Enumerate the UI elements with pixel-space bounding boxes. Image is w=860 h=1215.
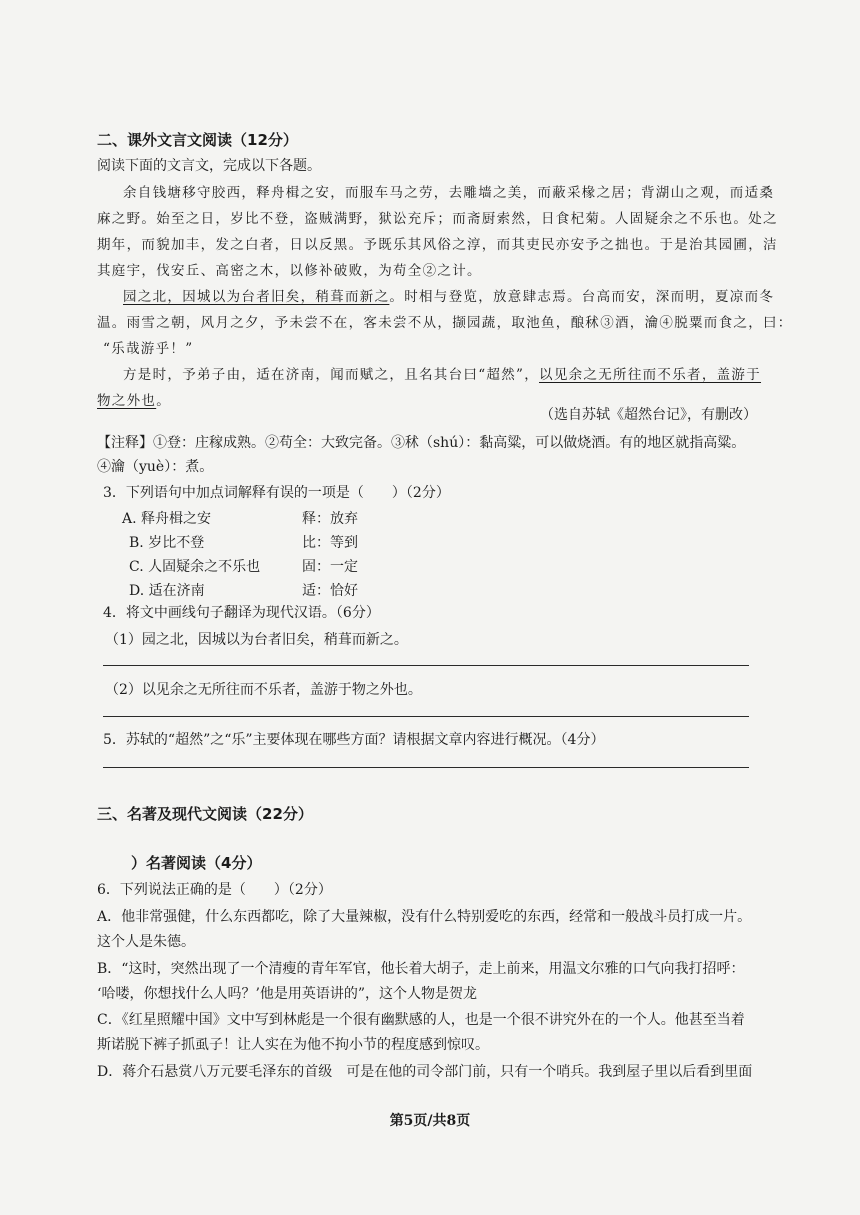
q3-option-c-gloss: 固：一定: [302, 559, 358, 575]
passage-p2-line1: [123, 287, 774, 307]
notes-line1: 【注释】①登：庄稼成熟。②苟全：大致完备。③秫（shú）：黏高粱，可以做烧酒。有的地区就指高粱。: [97, 435, 746, 451]
q3-option-d: D. 适在济南: [129, 583, 205, 599]
q6-option-d-line1: D．蒋介石悬赏八万元要毛泽东的首级 可是在他的司令部门前，只有一个哨兵。我到屋子里以后看到里面: [97, 1064, 753, 1080]
passage-p3-line1: [123, 365, 761, 385]
section2-instruction: 阅读下面的文言文，完成以下各题。: [97, 158, 321, 174]
q3-option-a-gloss: 释：放弃: [302, 511, 358, 527]
q4-sentence1: （1）园之北，因城以为台者旧矣，稍葺而新之。: [105, 632, 408, 648]
q6-option-c-line2: 斯诺脱下裤子抓虱子！让人实在为他不拘小节的程度感到惊叹。: [97, 1037, 489, 1053]
answer-line-q4-1: [103, 665, 749, 666]
q3-option-b: B. 岁比不登: [129, 535, 205, 551]
q3-option-a: A. 释舟楫之安: [122, 511, 212, 527]
section3-subsection: ）名著阅读（4分）: [131, 854, 262, 872]
underlined-sentence-1: 园之北，因城以为台者旧矣，稍葺而新之: [123, 289, 390, 305]
q3-stem: 3．下列语句中加点词解释有误的一项是（ ）（2分）: [103, 485, 450, 501]
q3-option-d-gloss: 适：恰好: [302, 583, 358, 599]
q3-option-b-gloss: 比：等到: [302, 535, 358, 551]
q5-stem: 5．苏轼的“超然”之“乐”主要体现在哪些方面？请根据文章内容进行概况。（4分）: [103, 732, 605, 748]
q4-stem: 4．将文中画线句子翻译为现代汉语。（6分）: [103, 605, 380, 621]
passage-p2-line3: “乐哉游乎！”: [103, 341, 194, 357]
passage-p2-line2: 温。雨雪之朝，风月之夕，予未尝不在，客未尝不从，撷园蔬，取池鱼，酿秫③酒，瀹④脱粟而食之，曰：: [97, 315, 793, 331]
passage-source: （选自苏轼《超然台记》，有删改）: [540, 407, 757, 423]
answer-line-q5: [103, 767, 749, 768]
q6-option-a-line1: A．他非常强健，什么东西都吃，除了大量辣椒，没有什么特别爱吃的东西，经常和一般战斗员打成一片。: [97, 909, 752, 925]
q6-option-b-line1: B．“这时，突然出现了一个清瘦的青年军官，他长着大胡子，走上前来，用温文尔雅的口气向我打招呼：: [97, 961, 745, 977]
passage-p3-end: 。: [156, 393, 172, 409]
q6-option-a-line2: 这个人是朱德。: [97, 934, 195, 950]
passage-p3-line1-start: 方是时，予弟子由，适在济南，闻而赋之，且名其台曰“超然”，: [123, 367, 540, 383]
notes-line2: ④瀹（yuè）：煮。: [97, 459, 214, 475]
q4-sentence2: （2）以见余之无所往而不乐者，盖游于物之外也。: [105, 682, 422, 698]
answer-line-q4-2: [103, 716, 749, 717]
q6-stem: 6．下列说法正确的是（ ）（2分）: [97, 882, 332, 898]
section3-title: 三、名著及现代文阅读（22分）: [97, 805, 313, 823]
page-footer: 第5页/共8页: [389, 1113, 471, 1129]
section2-title: 二、课外文言文阅读（12分）: [97, 131, 298, 149]
passage-p1-line3: 期年，而貌加丰，发之白者，日以反黑。予既乐其风俗之淳，而其吏民亦安予之拙也。于是治其园圃，洁: [97, 237, 778, 253]
passage-p1-line1: 余自钱塘移守胶西，释舟楫之安，而服车马之劳，去雕墙之美，而蔽采椽之居；背湖山之观，而适桑: [123, 185, 775, 201]
q6-option-b-line2: ‘哈喽，你想找什么人吗？’他是用英语讲的”，这个人物是贺龙: [97, 986, 478, 1002]
q6-option-c-line1: C．《红星照耀中国》文中写到林彪是一个很有幽默感的人，也是一个很不讲究外在的一个人。他甚至当着: [97, 1012, 745, 1028]
underlined-sentence-2a: 以见余之无所往而不乐者，盖游于: [539, 367, 762, 383]
q3-option-c: C. 人固疑余之不乐也: [129, 559, 261, 575]
underlined-sentence-2b: 物之外也: [97, 393, 157, 409]
passage-p1-line4: 其庭宇，伐安丘、高密之木，以修补破败，为苟全②之计。: [97, 263, 482, 279]
passage-p3-line2: [97, 391, 171, 411]
passage-p1-line2: 麻之野。始至之日，岁比不登，盗贼满野，狱讼充斥；而斋厨索然，日食杞菊。人固疑余之不乐也。处之: [97, 211, 778, 227]
passage-p2-line1-rest: 。时相与登览，放意肆志焉。台高而安，深而明，夏凉而冬: [389, 289, 775, 305]
